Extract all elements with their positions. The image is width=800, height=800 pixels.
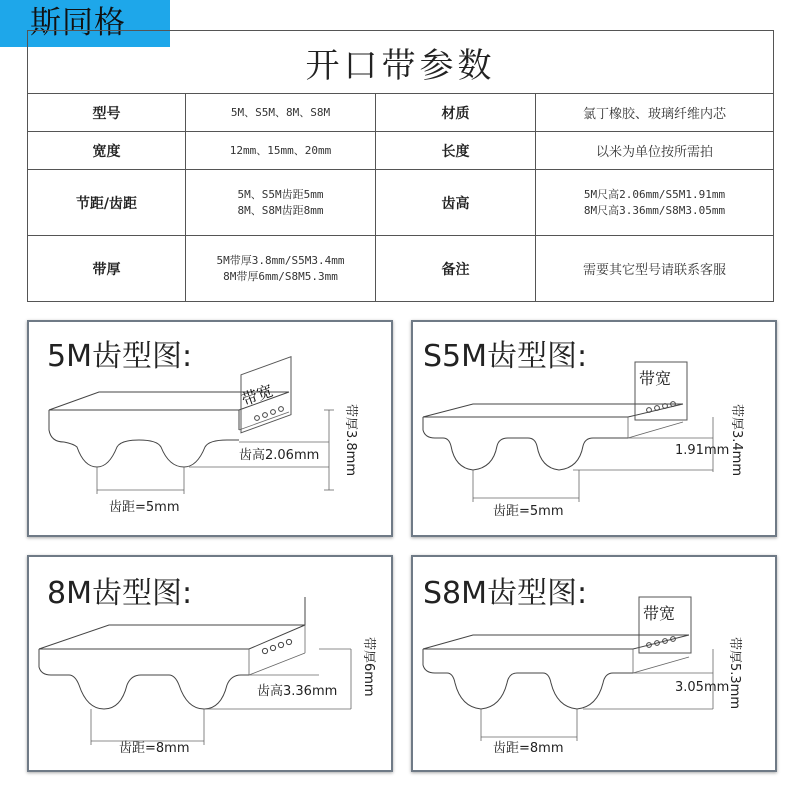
spec-label: 宽度 xyxy=(28,132,186,170)
tooth-height-label: 齿高2.06mm xyxy=(239,448,320,463)
thickness-label: 带厚3.4mm xyxy=(729,404,744,477)
spec-value: 5M带厚3.8mm/S5M3.4mm 8M带厚6mm/S8M5.3mm xyxy=(186,236,376,302)
spec-label: 长度 xyxy=(376,132,536,170)
profile-title: 5M齿型图: xyxy=(47,339,193,374)
profile-panel-5m xyxy=(27,320,393,537)
spec-value: 12mm、15mm、20mm xyxy=(186,132,376,170)
pitch-label: 齿距=8mm xyxy=(119,741,190,756)
width-label: 带宽 xyxy=(239,380,276,410)
belt-teeth xyxy=(435,438,628,470)
belt-side xyxy=(239,412,289,430)
belt-teeth xyxy=(64,440,239,467)
spec-value: 需要其它型号请联系客服 xyxy=(536,236,774,302)
profile-title: S5M齿型图: xyxy=(423,339,588,374)
width-label: 带宽 xyxy=(639,369,672,388)
spec-value: 5M尺高2.06mm/S5M1.91mm 8M尺高3.36mm/S8M3.05mm xyxy=(536,170,774,236)
belt-teeth xyxy=(51,675,249,709)
spec-value: 氯丁橡胶、玻璃纤维内芯 xyxy=(536,94,774,132)
spec-value: 5M、S5M齿距5mm 8M、S8M齿距8mm xyxy=(186,170,376,236)
profile-title: 8M齿型图: xyxy=(47,576,193,611)
thickness-label: 带厚3.8mm xyxy=(343,404,358,477)
spec-table xyxy=(27,30,774,302)
spec-row xyxy=(28,170,774,236)
tooth-height-label: 齿高3.36mm xyxy=(257,684,338,699)
spec-value: 5M、S5M、8M、S8M xyxy=(186,94,376,132)
spec-label: 备注 xyxy=(376,236,536,302)
belt-teeth xyxy=(435,673,633,709)
brand-label: 斯同格 xyxy=(0,0,170,47)
cord-dots xyxy=(255,407,284,421)
spec-label: 节距/齿距 xyxy=(28,170,186,236)
spec-row xyxy=(28,236,774,302)
profile-panel-8m xyxy=(27,555,393,772)
belt-outline xyxy=(423,635,689,673)
belt-outline xyxy=(423,404,683,438)
spec-label: 齿高 xyxy=(376,170,536,236)
spec-title: 开口带参数 xyxy=(28,31,774,94)
width-label: 带宽 xyxy=(643,604,676,623)
tooth-height-label: 3.05mm xyxy=(675,680,730,695)
spec-value: 以米为单位按所需拍 xyxy=(536,132,774,170)
tooth-height-label: 1.91mm xyxy=(675,443,730,458)
profile-title: S8M齿型图: xyxy=(423,576,588,611)
profile-panel-s8m xyxy=(411,555,777,772)
spec-row xyxy=(28,132,774,170)
thickness-label: 带厚6mm xyxy=(361,637,376,697)
spec-label: 带厚 xyxy=(28,236,186,302)
pitch-label: 齿距=5mm xyxy=(109,500,180,515)
spec-label: 型号 xyxy=(28,94,186,132)
pitch-label: 齿距=5mm xyxy=(493,504,564,519)
pitch-label: 齿距=8mm xyxy=(493,741,564,756)
spec-row xyxy=(28,94,774,132)
thickness-label: 带厚5.3mm xyxy=(727,637,742,710)
spec-label: 材质 xyxy=(376,94,536,132)
profile-panel-s5m xyxy=(411,320,777,537)
